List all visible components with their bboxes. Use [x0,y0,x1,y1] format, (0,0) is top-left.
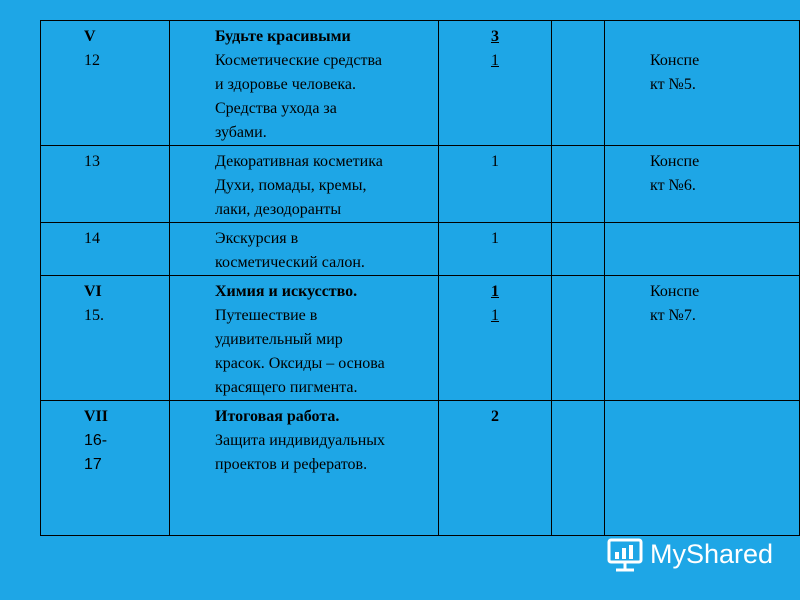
lesson-number-cell [41,223,170,276]
hours-value: 1 [491,307,499,324]
topic-heading: Итоговая работа. [215,408,340,425]
note-line: кт №7. [650,307,696,324]
hours-cell [439,21,552,146]
lesson-number-cell [41,21,170,146]
note-line: Конспе [650,153,700,170]
hours-value: 3 [491,28,499,45]
topic-line: красящего пигмента. [215,379,358,396]
logo-text: MyShared [650,538,774,569]
hours-cell [439,276,552,401]
empty-cell [605,223,800,276]
topic-line: Защита индивидуальных [215,432,385,449]
topic-cell [170,146,439,223]
section-number: VI [84,283,102,300]
lesson-number: 14 [84,230,100,247]
lesson-plan-table [40,20,800,536]
section-number: VII [84,408,109,425]
note-line: Конспе [650,283,700,300]
topic-line: лаки, дезодоранты [215,201,342,218]
topic-cell [170,401,439,536]
note-line: кт №6. [650,177,696,194]
empty-cell [605,401,800,536]
empty-cell [552,276,605,401]
topic-line: Декоративная косметика [215,153,383,170]
lesson-number-cell [41,276,170,401]
note-cell [605,276,800,401]
hours-value: 1 [491,52,499,69]
hours-value: 1 [491,283,499,300]
empty-cell [552,21,605,146]
table-row [41,223,800,276]
topic-line: Экскурсия в [215,230,299,247]
topic-cell [170,21,439,146]
topic-cell [170,276,439,401]
topic-heading: Химия и искусство. [215,283,358,300]
presentation-board-icon [606,536,644,572]
topic-heading: Будьте красивыми [215,28,351,45]
note-line: кт №5. [650,76,696,93]
topic-line: зубами. [215,124,267,141]
topic-line: косметический салон. [215,254,365,271]
table-row [41,146,800,223]
note-cell [605,21,800,146]
empty-cell [552,223,605,276]
note-line: Конспе [650,52,700,69]
empty-cell [552,401,605,536]
empty-cell [552,146,605,223]
hours-cell [439,223,552,276]
hours-cell [439,146,552,223]
topic-line: красок. Оксиды – основа [215,355,385,372]
topic-cell [170,223,439,276]
lesson-number: 17 [84,456,102,473]
lesson-number: 12 [84,52,100,69]
hours-cell [439,401,552,536]
lesson-number: 15. [84,307,104,324]
table-row [41,21,800,146]
note-cell [605,146,800,223]
lesson-number-cell [41,146,170,223]
table-row [41,276,800,401]
hours-value: 2 [491,408,499,425]
topic-line: Духи, помады, кремы, [215,177,367,194]
topic-line: и здоровье человека. [215,76,357,93]
topic-line: проектов и рефератов. [215,456,368,473]
lesson-number: 16- [84,432,108,449]
table-row [41,401,800,536]
topic-line: Путешествие в [215,307,318,324]
hours-value: 1 [491,153,499,170]
topic-line: Косметические средства [215,52,382,69]
myshared-logo[interactable] [606,536,773,572]
lesson-number-cell [41,401,170,536]
lesson-number: 13 [84,153,100,170]
section-number: V [84,28,96,45]
hours-value: 1 [491,230,499,247]
topic-line: Средства ухода за [215,100,337,117]
topic-line: удивительный мир [215,331,343,348]
